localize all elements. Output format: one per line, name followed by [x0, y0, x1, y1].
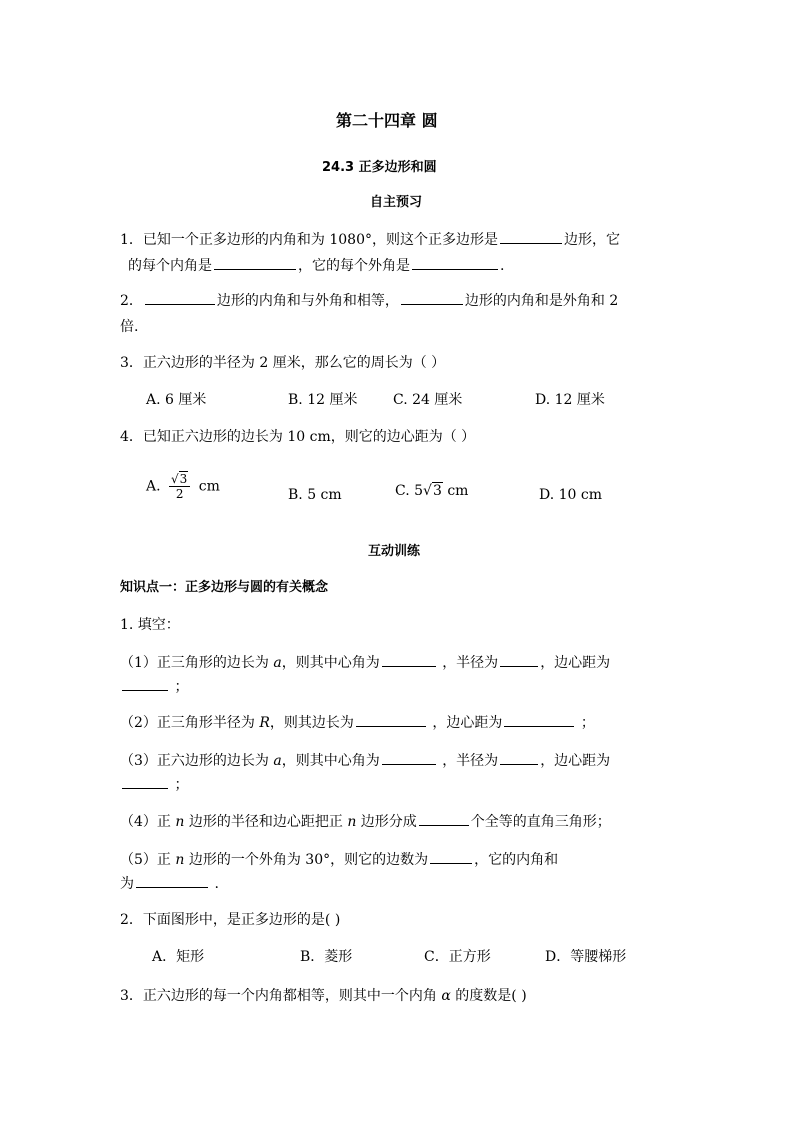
s4-text-d: 个全等的直角三角形；	[470, 814, 611, 830]
s3-text-a: （3）正六边形的边长为	[120, 753, 269, 769]
sqrt-symbol: √3	[423, 483, 442, 499]
interactive-q2: 2．下面图形中，是正多边形的是( )	[120, 912, 341, 928]
var-n: n	[175, 852, 185, 868]
q1-text-b: 边形，它	[564, 232, 620, 248]
s3-text-c: ，半径为	[442, 753, 499, 769]
s5-text-b: 边形的一个外角为 30°，则它的边数为	[188, 852, 429, 868]
var-a: a	[273, 655, 282, 671]
sub-q1-line2	[120, 676, 188, 696]
s4-text-b: 边形的半径和边心距把正	[188, 814, 343, 830]
q2-blank-1[interactable]	[145, 290, 215, 305]
s2-text-c: ，边心距为	[432, 715, 503, 731]
s2-blank-side[interactable]	[356, 712, 426, 727]
var-a: a	[273, 753, 282, 769]
sqrt-symbol: √3	[171, 472, 188, 486]
s3-blank-apothem[interactable]	[122, 774, 168, 789]
q2-text-c: 边形的内角和是外角和 2	[464, 293, 619, 309]
q4-option-a-fraction: $\frac{√3}{2}$	[169, 472, 190, 501]
var-R: R	[259, 715, 270, 731]
q1-text-e: .	[500, 258, 505, 274]
preview-q2-line2: 倍.	[120, 319, 139, 335]
q4-option-a[interactable]	[146, 472, 220, 501]
s4-text-c: 边形分成	[360, 814, 417, 830]
q3i-text-a: 3．正六边形的每一个内角都相等，则其中一个内角	[120, 988, 437, 1004]
q4-option-a-label: A.	[146, 478, 161, 495]
var-n: n	[347, 814, 357, 830]
q2-text-a: 2．	[120, 293, 143, 309]
s1-text-d: ，边心距为	[540, 655, 611, 671]
q1-text-d: ，它的每个外角是	[298, 258, 410, 274]
q1-blank-1[interactable]	[500, 229, 562, 244]
s1-text-c: ，半径为	[442, 655, 499, 671]
preview-q4: 4．已知正六边形的边长为 10 cm，则它的边心距为（ ）	[120, 429, 476, 445]
s5-text-d: 为	[120, 876, 134, 892]
s2-text-a: （2）正三角形半径为	[120, 715, 255, 731]
sub-q3-line1	[120, 750, 610, 770]
q4-option-c-unit: cm	[447, 483, 469, 499]
interactive-heading: 互动训练	[368, 544, 421, 559]
s5-text-e: .	[214, 876, 219, 892]
q4-option-b[interactable]: B. 5 cm	[288, 487, 342, 503]
chapter-title: 第二十四章 圆	[336, 111, 438, 130]
preview-q3: 3．正六边形的半径为 2 厘米，那么它的周长为（ ）	[120, 355, 446, 371]
s3-text-e: ；	[174, 777, 189, 793]
s3-text-d: ，边心距为	[540, 753, 611, 769]
s5-text-c: ，它的内角和	[474, 852, 559, 868]
q1-blank-3[interactable]	[412, 255, 498, 270]
s3-text-b: ，则其中心角为	[281, 753, 380, 769]
q4-option-a-unit: cm	[198, 478, 220, 495]
s5-blank-angle-sum[interactable]	[136, 873, 208, 888]
q1-blank-2[interactable]	[214, 255, 296, 270]
q3-option-a[interactable]: A. 6 厘米	[146, 392, 207, 408]
q2-blank-2[interactable]	[401, 290, 463, 305]
s1-text-e: ；	[174, 679, 189, 695]
sub-q5-line1	[120, 849, 558, 869]
preview-heading: 自主预习	[370, 195, 423, 210]
s2-blank-apothem[interactable]	[504, 712, 574, 727]
q2-option-b[interactable]: B．菱形	[300, 949, 353, 965]
sub-q3-line2	[120, 774, 188, 794]
q4-option-d[interactable]: D. 10 cm	[539, 487, 603, 503]
preview-q1-line2	[128, 255, 504, 275]
s1-blank-center-angle[interactable]	[382, 652, 436, 667]
s1-blank-apothem[interactable]	[122, 676, 168, 691]
q2-option-d[interactable]: D．等腰梯形	[545, 949, 627, 965]
q3-option-c[interactable]: C. 24 厘米	[393, 392, 463, 408]
q3-option-d[interactable]: D. 12 厘米	[535, 392, 605, 408]
s3-blank-radius[interactable]	[500, 750, 538, 765]
interactive-q3	[120, 985, 527, 1005]
q3i-text-b: 的度数是( )	[455, 988, 527, 1004]
s2-text-b: ，则其边长为	[269, 715, 354, 731]
fill-heading: 1. 填空：	[120, 617, 180, 633]
q2-option-c[interactable]: C．正方形	[424, 949, 491, 965]
q1-text-a: 1．已知一个正多边形的内角和为 1080°，则这个正多边形是	[120, 232, 498, 248]
s3-blank-center-angle[interactable]	[382, 750, 436, 765]
preview-q1-line1	[120, 229, 620, 249]
var-alpha: α	[441, 988, 451, 1004]
s1-blank-radius[interactable]	[500, 652, 538, 667]
q1-text-c: 的每个内角是	[128, 258, 212, 274]
s1-text-a: （1）正三角形的边长为	[120, 655, 269, 671]
section-title: 24.3 正多边形和圆	[322, 160, 437, 175]
q3-option-b[interactable]: B. 12 厘米	[288, 392, 358, 408]
s4-text-a: （4）正	[120, 814, 171, 830]
sub-q4	[120, 811, 611, 831]
sub-q5-line2	[120, 873, 219, 893]
var-n: n	[175, 814, 185, 830]
q4-option-c-pre: C. 5	[395, 483, 424, 499]
preview-q2-line1	[120, 290, 618, 310]
sub-q2	[120, 712, 595, 732]
q2-text-b: 边形的内角和与外角和相等，	[216, 293, 399, 309]
q2-option-a[interactable]: A．矩形	[152, 949, 205, 965]
s5-text-a: （5）正	[120, 852, 171, 868]
s2-text-d: ；	[580, 715, 595, 731]
s5-blank-sides[interactable]	[430, 849, 472, 864]
sub-q1-line1	[120, 652, 610, 672]
s4-blank-count[interactable]	[419, 811, 469, 826]
knowledge-point-1: 知识点一：正多边形与圆的有关概念	[120, 580, 329, 595]
q4-option-c[interactable]	[395, 483, 468, 499]
s1-text-b: ，则其中心角为	[281, 655, 380, 671]
